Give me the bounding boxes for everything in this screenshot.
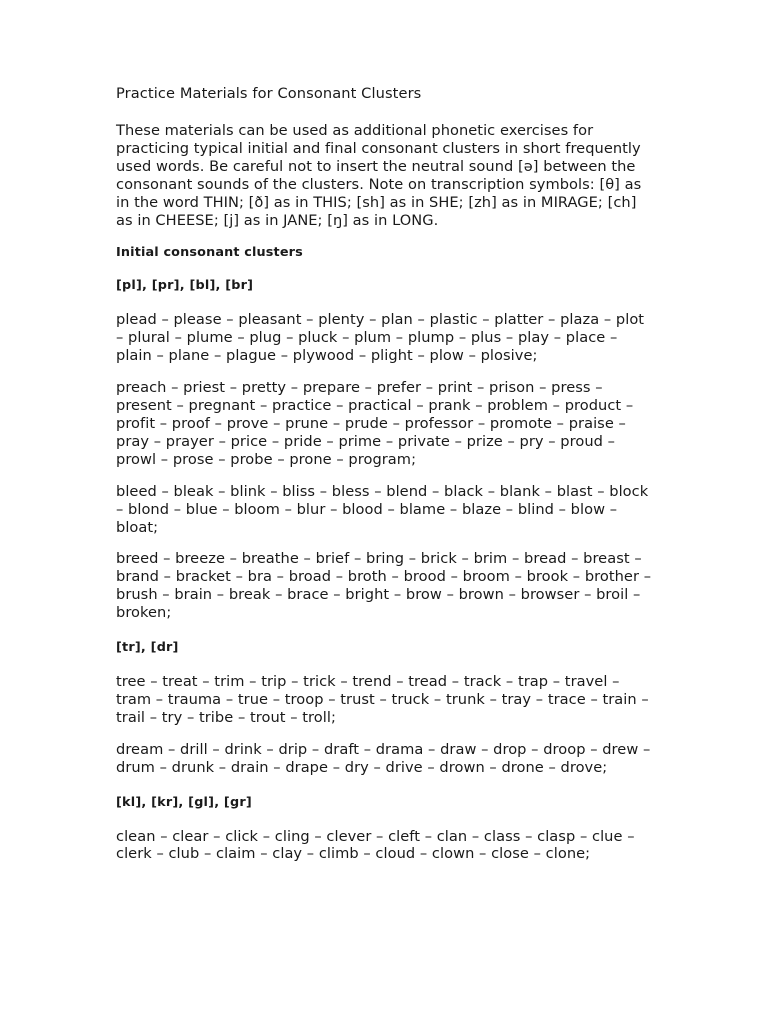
word-list-tr: tree – treat – trim – trip – trick – trend – tread – track – trap – travel – tram – trauma – true – troop – trust – truck – trunk – tray – trace – train – trail – try – tribe – trout – troll; [116,673,649,726]
group-heading: [pl], [pr], [bl], [br] [116,278,254,294]
word-list-pr: preach – priest – pretty – prepare – prefer – print – prison – press – present – pregnant – practice – practical – prank – problem – product – profit – proof – prove – prune – prude – professor – promote – praise – pray – prayer – price – pride – prime – private – prize – pry – proud – prowl – prose – probe – prone – program; [116,379,634,468]
group-heading: [kl], [kr], [gl], [gr] [116,794,252,810]
document-page [116,84,656,877]
word-list-dr: dream – drill – drink – drip – draft – drama – draw – drop – droop – drew – drum – drunk – drain – drape – dry – drive – drown – drone – drove; [116,740,651,776]
word-list-kl: clean – clear – click – cling – clever – cleft – clan – class – clasp – clue – clerk – club – claim – clay – climb – cloud – clown – close – clone; [116,827,635,863]
group-heading: [tr], [dr] [116,640,179,656]
group-tr-dr [116,639,656,777]
group-pl-pr-bl-br [116,277,656,622]
document-title: Practice Materials for Consonant Clusters [116,85,422,102]
word-list-pl: plead – please – pleasant – plenty – plan – plastic – platter – plaza – plot – plural – plume – plug – pluck – plum – plump – plus – play – place – plain – plane – plague – plywood – plight – plow – plosive; [116,311,645,365]
section-heading-initial-clusters: Initial consonant clusters [116,245,303,261]
intro-paragraph: These materials can be used as additional phonetic exercises for practicing typical initial and final consonant clusters in short frequently used words. Be careful not to insert the neutral sound [ə] between the consonant sounds of the clusters. Note on transcription symbols: [θ] as in the word THIN; [ð] as in THIS; [sh] as in SHE; [zh] as in MIRAGE; [ch] as in CHEESE; [j] as in JANE; [ŋ] as in LONG. [116,122,642,229]
word-list-bl: bleed – bleak – blink – bliss – bless – blend – black – blank – blast – block – blond – blue – bloom – blur – blood – blame – blaze – blind – blow – bloat; [116,482,649,536]
word-list-br: breed – breeze – breathe – brief – bring – brick – brim – bread – breast – brand – bracket – bra – broad – broth – brood – broom – brook – brother – brush – brain – break – brace – bright – brow – brown – browser – broil – broken; [116,550,652,622]
group-kl-kr-gl-gr [116,794,656,864]
